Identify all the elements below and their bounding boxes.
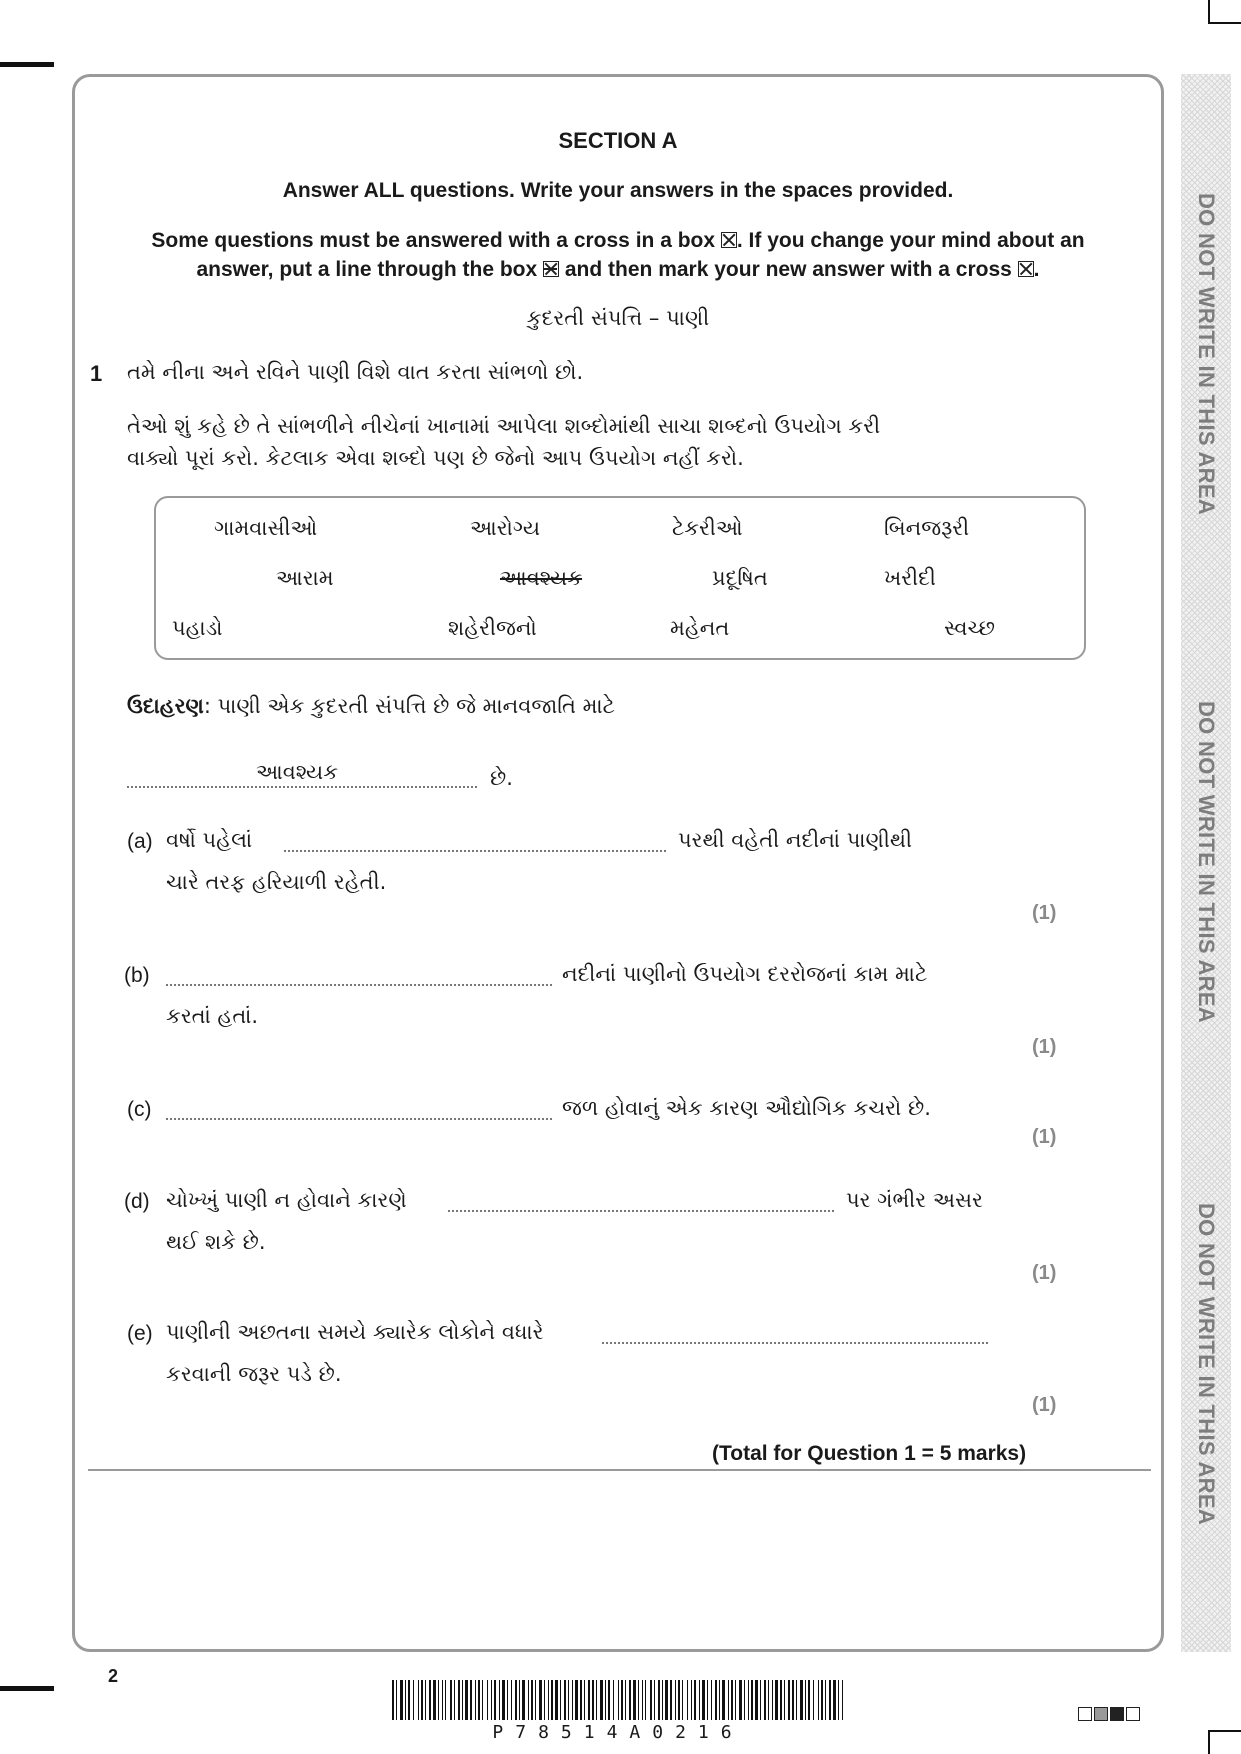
word-bank-item-used: આવશ્યક [500, 566, 583, 590]
indicator-box [1078, 1707, 1092, 1721]
word-bank-item: આરોગ્ય [470, 516, 541, 540]
instruction-cross-box: Some questions must be answered with a cross in a box . If you change your mind about an answer, put a line through the box and then mark your new answer with a cross . [151, 229, 1085, 281]
part-c-post: જળ હોવાનું એક કારણ ઔદ્યોગિક કચરો છે. [562, 1096, 931, 1120]
word-bank-item: પ્રદૂષિત [712, 566, 768, 590]
indicator-box [1110, 1707, 1124, 1721]
indicator-box [1126, 1707, 1140, 1721]
question-stem: તમે નીના અને રવિને પાણી વિશે વાત કરતા સાંભળો છો. [127, 360, 584, 384]
part-b-mark: (1) [1032, 1036, 1057, 1058]
part-e-answer-field[interactable] [602, 1342, 988, 1344]
cross-box-icon [1018, 261, 1034, 277]
part-e-pre: પાણીની અછતના સમયે ક્યારેક લોકોને વધારે [166, 1320, 544, 1344]
word-bank-item: ગામવાસીઓ [214, 516, 318, 540]
example-sentence: ઉદાહરણ: પાણી એક કુદરતી સંપત્તિ છે જે માનવજાતિ માટે [127, 694, 615, 718]
word-bank-item: ટેકરીઓ [672, 516, 743, 540]
part-a-post: પરથી વહેતી નદીનાં પાણીથી [678, 828, 912, 852]
question-total: (Total for Question 1 = 5 marks) [712, 1442, 1027, 1465]
part-b-post: નદીનાં પાણીનો ઉપયોગ દરરોજનાં કામ માટે [562, 962, 928, 986]
indicator-box [1094, 1707, 1108, 1721]
instruction-all-questions: Answer ALL questions. Write your answers in the spaces provided. [282, 179, 954, 202]
part-d-line2: થઈ શકે છે. [166, 1230, 266, 1254]
part-d-mark: (1) [1032, 1262, 1057, 1284]
question-instruction-line1: તેઓ શું કહે છે તે સાંભળીને નીચેનાં ખાનામાં આપેલા શબ્દોમાંથી સાચા શબ્દનો ઉપયોગ કરી [127, 414, 881, 438]
question-end-rule [88, 1469, 1151, 1471]
crop-mark-right-bottom-v [1208, 1730, 1210, 1754]
part-c-label: (c) [127, 1098, 152, 1121]
word-bank-item: મહેનત [670, 616, 730, 640]
part-a-label: (a) [127, 830, 153, 853]
page-number: 2 [108, 1666, 119, 1686]
example-answer: આવશ્યક [256, 760, 339, 784]
question-instruction-line2: વાક્યો પૂરાં કરો. કેટલાક એવા શબ્દો પણ છે જેનો આપ ઉપયોગ નહીં કરો. [127, 446, 744, 470]
part-c-mark: (1) [1032, 1126, 1057, 1148]
part-a-pre: વર્ષો પહેલાં [166, 828, 253, 852]
example-end: છે. [490, 766, 513, 790]
part-a-line2: ચારે તરફ હરિયાળી રહેતી. [166, 870, 387, 894]
example-label: ઉદાહરણ [127, 694, 204, 718]
crop-mark-left-top [0, 62, 54, 67]
example-answer-line [127, 786, 477, 788]
part-e-label: (e) [127, 1322, 153, 1345]
word-bank-item: સ્વચ્છ [944, 616, 995, 640]
struck-cross-box-icon [543, 261, 559, 277]
part-b-answer-field[interactable] [166, 984, 552, 986]
cross-box-icon [721, 232, 737, 248]
section-title: SECTION A [558, 128, 678, 153]
word-bank-item: શહેરીજનો [448, 616, 537, 640]
crop-mark-right-bottom-h [1208, 1730, 1241, 1732]
question-number: 1 [90, 361, 103, 386]
part-a-mark: (1) [1032, 902, 1057, 924]
crop-mark-right-top-h [1208, 22, 1241, 24]
barcode-text: P78514A0216 [492, 1722, 744, 1743]
topic-heading: કુદરતી સંપત્તિ – પાણી [526, 306, 710, 330]
word-bank-item: ખરીદી [884, 566, 936, 590]
part-c-answer-field[interactable] [166, 1118, 552, 1120]
part-b-label: (b) [124, 964, 150, 987]
part-b-line2: કરતાં હતાં. [166, 1004, 259, 1028]
part-d-answer-field[interactable] [448, 1210, 834, 1212]
part-e-line2: કરવાની જરૂર પડે છે. [166, 1362, 342, 1386]
part-a-answer-field[interactable] [284, 850, 666, 852]
word-bank-item: બિનજરૂરી [884, 516, 970, 540]
crop-mark-left-bottom [0, 1686, 54, 1691]
part-d-post: પર ગંભીર અસર [846, 1188, 983, 1212]
crop-mark-right-top-v [1208, 0, 1210, 24]
part-d-label: (d) [124, 1190, 150, 1213]
page-indicator-boxes [1078, 1707, 1140, 1721]
part-e-mark: (1) [1032, 1394, 1057, 1416]
word-bank-item: આરામ [276, 566, 334, 590]
word-bank-item: પહાડો [172, 616, 223, 640]
barcode [392, 1680, 844, 1720]
part-d-pre: ચોખ્ખું પાણી ન હોવાને કારણે [166, 1188, 407, 1212]
